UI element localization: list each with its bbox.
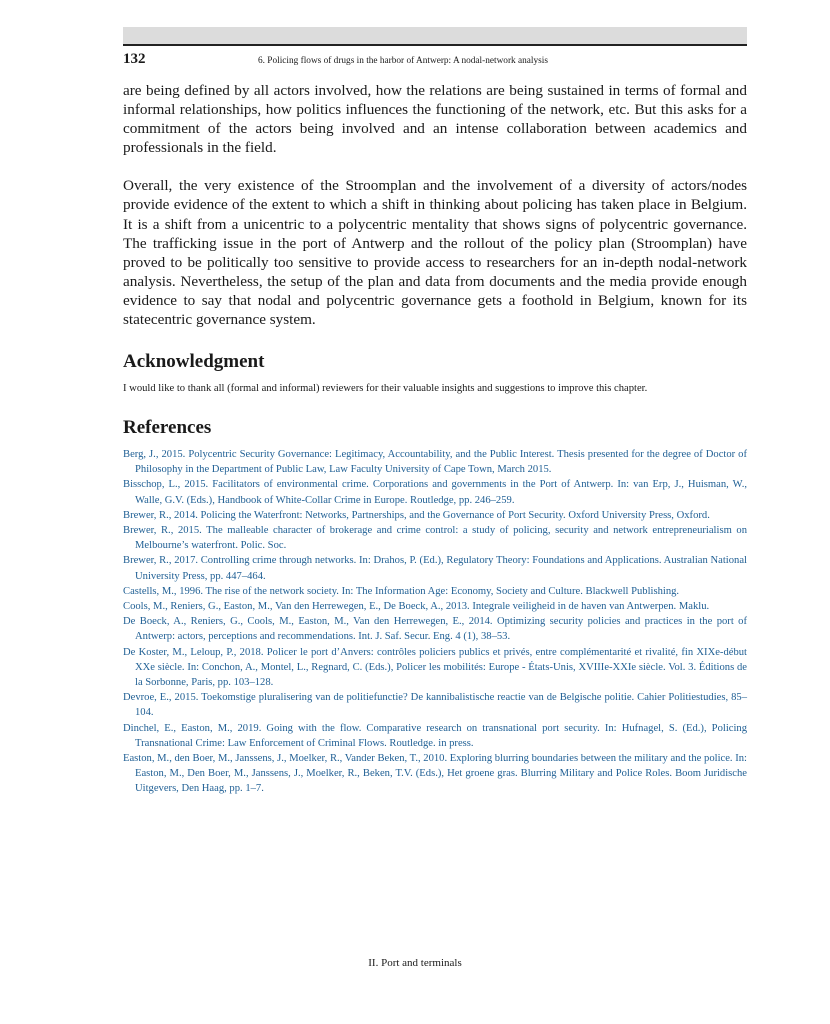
reference-item[interactable]: Castells, M., 1996. The rise of the network society. In: The Information Age: Economy, Society and Culture. Blackwell Publishing. [123, 585, 680, 597]
reference-item[interactable]: Devroe, E., 2015. Toekomstige pluralisering van de politiefunctie? De kannibalistische reactie van de Belgische politie. Cahier Politiestudies, 85–104. [123, 692, 747, 719]
body-paragraph: Overall, the very existence of the Stroomplan and the involvement of a diversity of actors/​nodes provide evidence of the extent to which a shift in thinking about policing has taken place in Belgium. It is a shift from a unicentric to a polycentric mentality that shows signs of polycentric governance. The trafficking issue in the port of Antwerp and the rollout of the policy plan (Stroomplan) have proved to be politically too sensitive to provide access to researchers for an in-depth nodal-network analysis. Nevertheless, the setup of the plan and data from documents and the media provide enough evidence to say that nodal and polycentric governance gets a foothold in Belgium, known for its statecentric governance system. [123, 177, 747, 329]
reference-item[interactable]: Brewer, R., 2014. Policing the Waterfront: Networks, Partnerships, and the Governance of Port Security. Oxford University Press, Oxford. [123, 509, 710, 521]
reference-item[interactable]: Berg, J., 2015. Polycentric Security Governance: Legitimacy, Accountability, and the Public Interest. Thesis presented for the degree of Doctor of Philosophy in the Department of Public Law, Law Faculty University of Cape Town, March 2015. [123, 448, 747, 476]
reference-item[interactable]: Brewer, R., 2015. The malleable character of brokerage and crime control: a study of policing, security and network entrepreneurialism on Melbourne’s waterfront. Polic. Soc. [123, 524, 747, 552]
running-head: 6. Policing flows of drugs in the harbor of Antwerp: A nodal-network analysis [258, 56, 548, 66]
references-heading: References [123, 416, 212, 438]
body-paragraph: are being defined by all actors involved, how the relations are being sustained in terms of formal and informal relationships, how politics influences the functioning of the network, etc. But this asks for a commitment of the actors being involved and an intense collaboration between academics and professionals in the field. [123, 82, 747, 157]
page-footer: II. Port and terminals [368, 957, 462, 969]
reference-item[interactable]: De Boeck, A., Reniers, G., Cools, M., Easton, M., Van den Herrewegen, E., 2014. Optimizing security policies and practices in the port of Antwerp: actors, perceptions and recommendations. Int. J. Saf. Secur. Eng. 4 (1), 38–53. [123, 616, 747, 643]
reference-item[interactable]: Bisschop, L., 2015. Facilitators of environmental crime. Corporations and governments in the Port of Antwerp. In: van Erp, J., Huisman, W., Walle, G.V. (Eds.), Handbook of White-Collar Crime in Europe. Routledge, pp. 246–259. [123, 479, 747, 506]
reference-item[interactable]: Dinchel, E., Easton, M., 2019. Going with the flow. Comparative research on transnational port security. In: Hufnagel, S. (Ed.), Policing Transnational Crime: Law Enforcement of Criminal Flows. Routledge. in press. [123, 722, 747, 749]
reference-item[interactable]: Cools, M., Reniers, G., Easton, M., Van den Herrewegen, E., De Boeck, A., 2013. Integrale veiligheid in de haven van Antwerpen. Maklu. [123, 600, 710, 612]
header-rule [123, 44, 747, 46]
reference-item[interactable]: De Koster, M., Leloup, P., 2018. Policer le port d’Anvers: contrôles policiers publics et privés, entre complémentarité et rivalité, fin XIXe-début XXe siècle. In: Conchon, A., Montel, L., Regnard, C. (Eds.), Policer les mobilités: Europe - États-Unis, XVIIIe-XXIe siècle. Vol. 3. Éditions de la Sorbonne, Paris, pp. 103–128. [123, 646, 747, 688]
page-number: 132 [123, 51, 146, 67]
reference-item[interactable]: Easton, M., den Boer, M., Janssens, J., Moelker, R., Vander Beken, T., 2010. Exploring blurring boundaries between the military and the police. In: Easton, M., Den Boer, M., Janssens, J., Moelker, R., Beken, T.V. (Eds.), Het groene gras. Blurring Military and Police Roles. Boom Juridische Uitgevers, Den Haag, pp. 1–7. [123, 752, 747, 795]
header-band [123, 27, 747, 44]
acknowledgment-text: I would like to thank all (formal and informal) reviewers for their valuable insights and suggestions to improve this chapter. [123, 383, 648, 395]
references-list [123, 447, 747, 797]
acknowledgment-heading: Acknowledgment [123, 351, 265, 373]
page-body [123, 81, 747, 797]
reference-item[interactable]: Brewer, R., 2017. Controlling crime through networks. In: Drahos, P. (Ed.), Regulatory Theory: Foundations and Applications. Australian National University Press, pp. 447–464. [123, 555, 747, 582]
